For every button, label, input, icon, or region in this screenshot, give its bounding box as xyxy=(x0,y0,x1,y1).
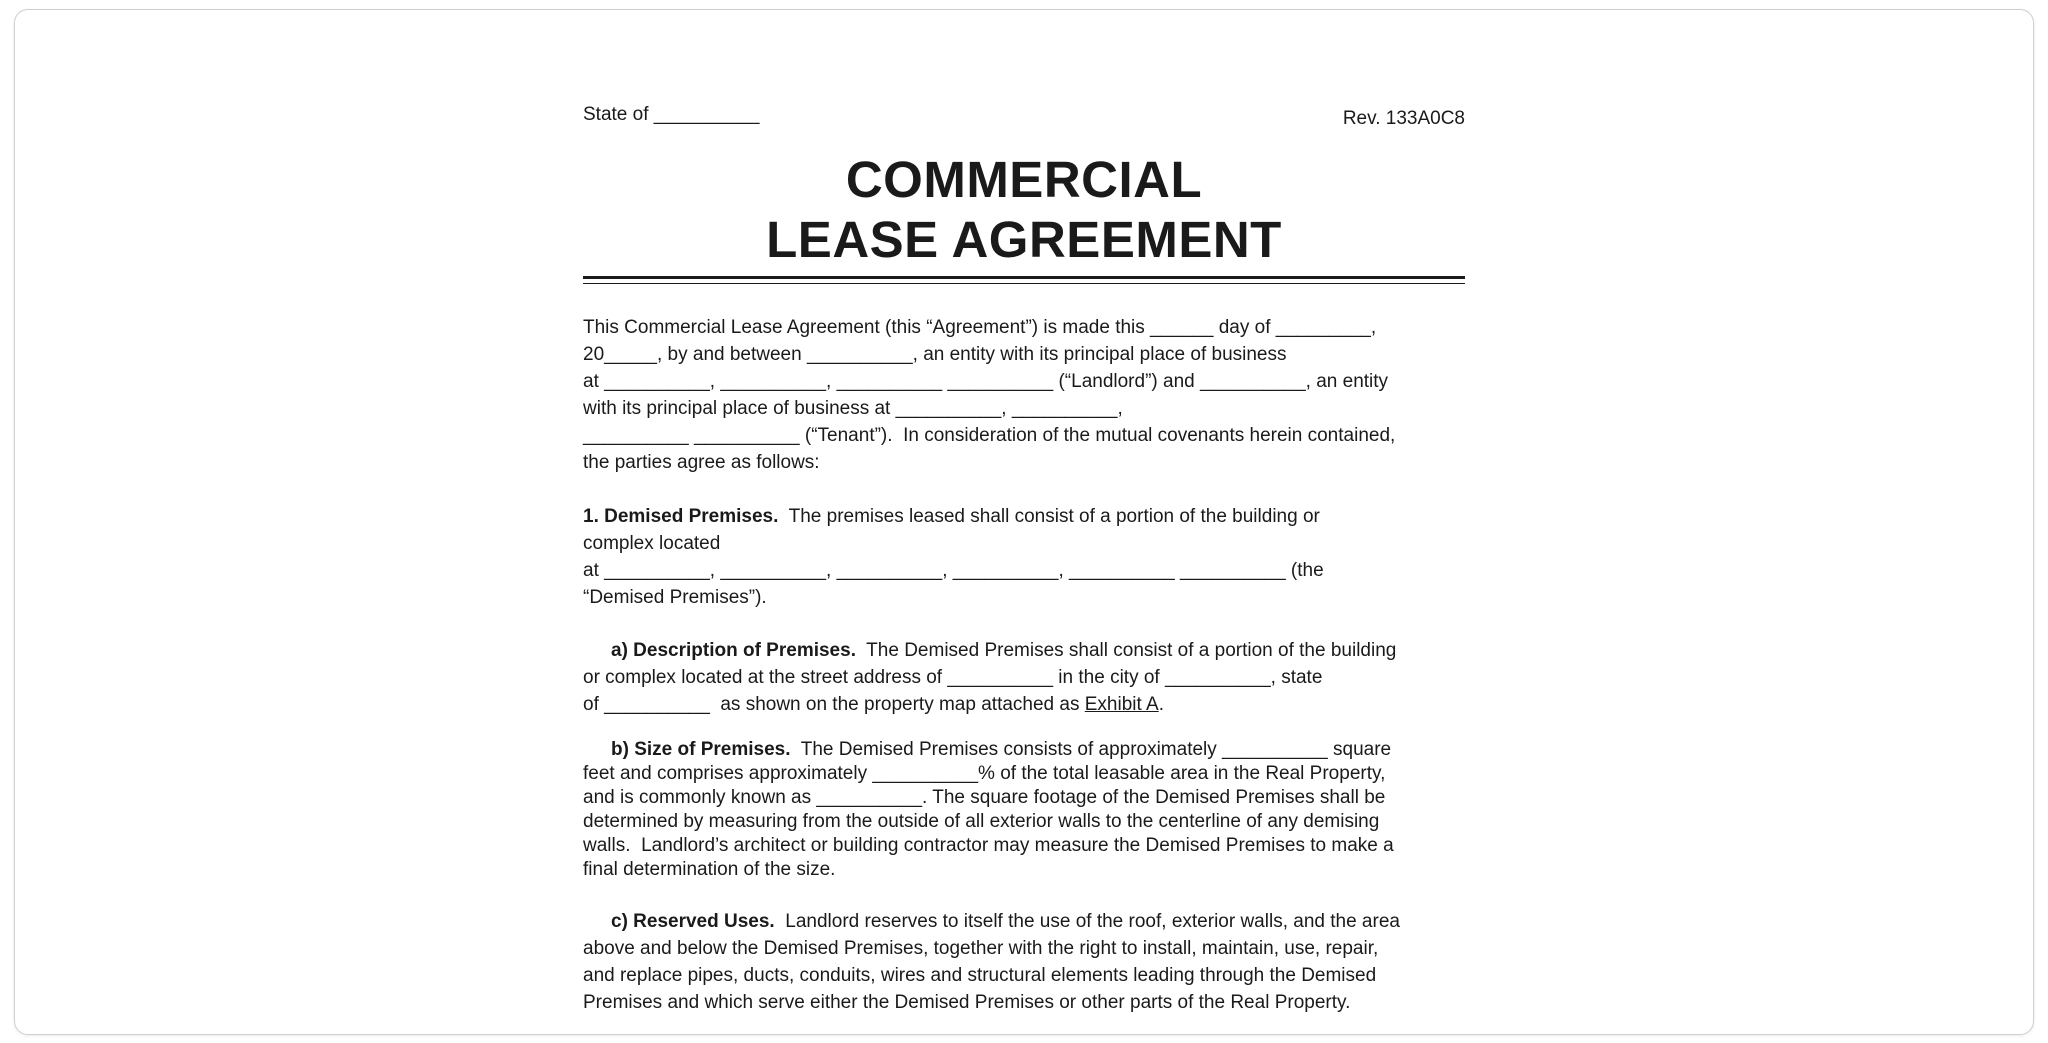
section-b-heading: b) Size of Premises. xyxy=(611,739,791,760)
exhibit-a-link[interactable]: Exhibit A xyxy=(1084,694,1159,715)
document-title xyxy=(583,150,1465,270)
state-label: State of __________ xyxy=(583,104,760,125)
title-line-2: LEASE AGREEMENT xyxy=(766,211,1282,268)
section-b-line: and is commonly known as __________. The square footage of the Demised Premises shall be xyxy=(583,787,1386,808)
section-1-heading: 1. Demised Premises. xyxy=(583,506,779,527)
section-1-line: “Demised Premises”). xyxy=(583,587,767,608)
document-header xyxy=(583,98,1465,134)
section-c-text: Landlord reserves to itself the use of the roof, exterior walls, and the area xyxy=(774,911,1400,932)
section-c-reserved-uses xyxy=(583,908,1465,1016)
revision-number: Rev. 133A0C8 xyxy=(1342,108,1465,129)
section-c-line: and replace pipes, ducts, conduits, wires and structural elements leading through the Demised xyxy=(583,965,1377,986)
section-1-line xyxy=(583,503,1465,530)
intro-line: the parties agree as follows: xyxy=(583,452,820,473)
section-b-text: The Demised Premises consists of approximately __________ square xyxy=(790,739,1392,760)
section-b-line: final determination of the size. xyxy=(583,859,836,880)
section-b-line: walls. Landlord’s architect or building contractor may measure the Demised Premises to make a xyxy=(583,835,1394,856)
section-b-line: feet and comprises approximately __________% of the total leasable area in the Real Property, xyxy=(583,763,1386,784)
section-a-text: The Demised Premises shall consist of a portion of the building xyxy=(855,640,1397,661)
section-1-demised-premises xyxy=(583,503,1465,611)
intro-paragraph xyxy=(583,314,1465,476)
section-c-heading: c) Reserved Uses. xyxy=(611,911,775,932)
section-c-line xyxy=(583,908,1465,935)
section-b-size xyxy=(583,738,1465,882)
section-a-text: . xyxy=(1158,694,1164,715)
title-double-rule xyxy=(583,276,1465,284)
section-b-line: determined by measuring from the outside of all exterior walls to the centerline of any demising xyxy=(583,811,1380,832)
section-a-description xyxy=(583,637,1465,718)
intro-line: 20_____, by and between __________, an entity with its principal place of business xyxy=(583,344,1287,365)
section-1-line: at __________, __________, __________, __________, __________ __________ (the xyxy=(583,560,1324,581)
intro-line: __________ __________ (“Tenant”). In consideration of the mutual covenants herein contained, xyxy=(583,425,1396,446)
section-1-line: complex located xyxy=(583,533,721,554)
section-a-text: of __________ as shown on the property map attached as xyxy=(583,694,1085,715)
section-1-text: The premises leased shall consist of a portion of the building or xyxy=(778,506,1320,527)
intro-line: at __________, __________, __________ __________ (“Landlord”) and __________, an entity xyxy=(583,371,1389,392)
lease-document-page xyxy=(583,98,1465,1016)
section-c-line: above and below the Demised Premises, together with the right to install, maintain, use, repair, xyxy=(583,938,1379,959)
title-line-1: COMMERCIAL xyxy=(845,151,1203,208)
section-a-heading: a) Description of Premises. xyxy=(611,640,856,661)
section-c-line: Premises and which serve either the Demised Premises or other parts of the Real Property. xyxy=(583,992,1351,1013)
intro-line: This Commercial Lease Agreement (this “Agreement”) is made this ______ day of _________, xyxy=(583,317,1377,338)
section-b-line xyxy=(583,738,1465,762)
section-a-line: or complex located at the street address of __________ in the city of __________, state xyxy=(583,667,1323,688)
intro-line: with its principal place of business at __________, __________, xyxy=(583,398,1123,419)
section-a-line xyxy=(583,691,1465,718)
section-a-line xyxy=(583,637,1465,664)
